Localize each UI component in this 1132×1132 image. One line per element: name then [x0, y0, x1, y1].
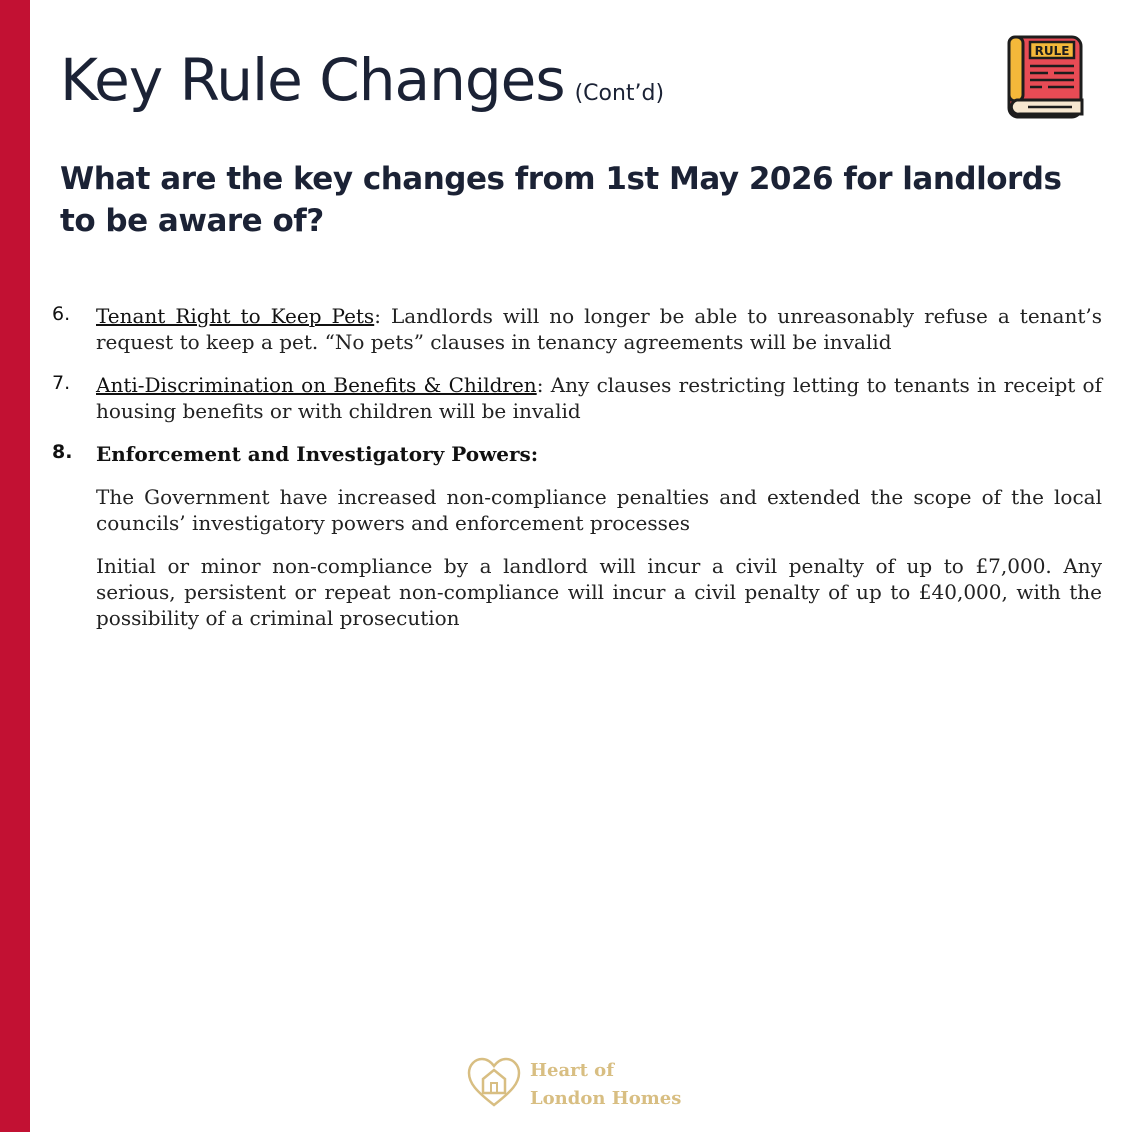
- list-item-number: 6.: [52, 303, 71, 325]
- list-item-lead: Enforcement and Investigatory Powers:: [96, 442, 539, 466]
- enforcement-paragraph: The Government have increased non-compliance penalties and extended the scope of the local councils’ investigatory powers and enforcement processes: [96, 485, 1102, 535]
- page-title: Key Rule Changes: [60, 46, 565, 114]
- key-question-heading: What are the key changes from 1st May 2026 for landlords to be aware of?: [60, 161, 1062, 239]
- page-title-row: [60, 46, 664, 114]
- list-item: [52, 372, 1102, 424]
- list-item-content: [96, 303, 1102, 355]
- accent-side-bar: [0, 0, 30, 1132]
- list-item-lead: Anti-Discrimination on Benefits & Children: [96, 373, 537, 397]
- logo-line-2: London Homes: [530, 1088, 682, 1109]
- title-suffix: (Cont’d): [574, 81, 665, 106]
- list-item: [52, 441, 1102, 467]
- company-logo: [466, 1055, 686, 1111]
- penalty-paragraph: Initial or minor non-compliance by a landlord will incur a civil penalty of up to £7,000. Any serious, persistent or repeat non-compliance will incur a civil penalty of up to £40,000, with the possibility of a criminal prosecution: [96, 554, 1102, 630]
- list-item-content: [96, 441, 1102, 467]
- list-item-text: : Landlords will no longer be able to unreasonably refuse a tenant’s request to keep a pet. “No pets” clauses in tenancy agreements will be invalid: [96, 304, 1102, 354]
- list-item-number: 7.: [52, 372, 71, 394]
- list-item-lead: Tenant Right to Keep Pets: [96, 304, 375, 328]
- heart-house-logo-icon: [466, 1055, 522, 1111]
- rule-book-icon: [1006, 34, 1086, 120]
- list-item-content: [96, 372, 1102, 424]
- list-item-text: : Any clauses restricting letting to tenants in receipt of housing benefits or with children will be invalid: [96, 373, 1103, 423]
- list-item-number: 8.: [52, 441, 73, 463]
- logo-line-1: Heart of: [530, 1060, 614, 1081]
- list-item: [52, 303, 1102, 355]
- rule-book-label: RULE: [1034, 44, 1070, 58]
- logo-text: [530, 1057, 681, 1113]
